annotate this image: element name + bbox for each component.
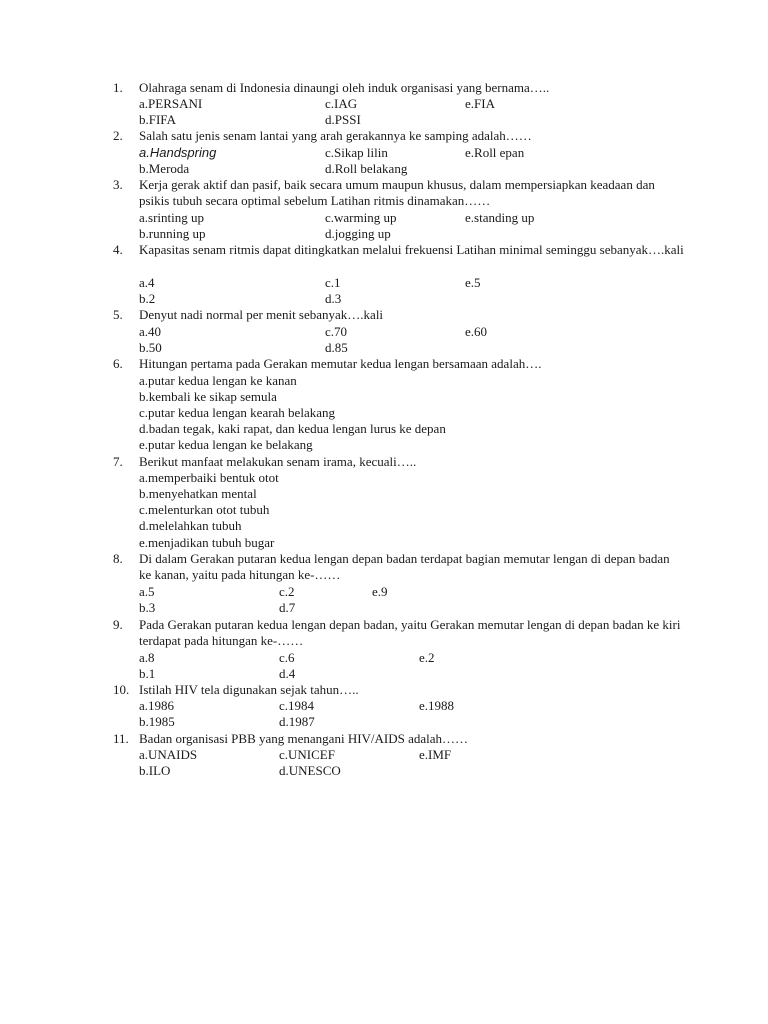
option-a: a.putar kedua lengan ke kanan: [139, 373, 297, 388]
option-a: a.5: [139, 584, 155, 599]
option-b: b.3: [139, 600, 156, 615]
question-number: 11.: [113, 731, 129, 746]
option-b: b.1: [139, 666, 156, 681]
question-number: 4.: [113, 242, 123, 257]
option-d: d.85: [325, 340, 348, 355]
question-number: 3.: [113, 177, 123, 192]
question-text: Badan organisasi PBB yang menangani HIV/AIDS adalah……: [139, 731, 469, 746]
option-a: a.memperbaiki bentuk otot: [139, 470, 279, 485]
question-number: 10.: [113, 682, 130, 697]
question-number: 2.: [113, 128, 123, 143]
option-a: a.Handspring: [139, 145, 217, 160]
question-text: Olahraga senam di Indonesia dinaungi oleh induk organisasi yang bernama…..: [139, 80, 550, 95]
question-text: Berikut manfaat melakukan senam irama, kecuali…..: [139, 454, 417, 469]
option-b: b.2: [139, 291, 156, 306]
option-e: e.1988: [419, 698, 455, 713]
option-d: d.jogging up: [325, 226, 391, 241]
option-c: c.IAG: [325, 96, 358, 111]
question-text: Di dalam Gerakan putaran kedua lengan depan badan terdapat bagian memutar lengan di depan badan ke kanan, yaitu pada hitungan ke-……: [139, 551, 670, 583]
option-e: e.standing up: [465, 210, 535, 225]
option-e: e.putar kedua lengan ke belakang: [139, 437, 313, 452]
option-a: a.1986: [139, 698, 175, 713]
question-text: Salah satu jenis senam lantai yang arah gerakannya ke samping adalah……: [139, 128, 532, 143]
option-c: c.1: [325, 275, 341, 290]
question-number: 6.: [113, 356, 123, 371]
option-c: c.Sikap lilin: [325, 145, 388, 160]
option-d: d.3: [325, 291, 342, 306]
option-d: d.7: [279, 600, 296, 615]
question-text: Pada Gerakan putaran kedua lengan depan badan, yaitu Gerakan memutar lengan di depan badan ke kiri terdapat pada hitungan ke-……: [139, 617, 681, 649]
option-d: d.Roll belakang: [325, 161, 408, 176]
option-e: e.2: [419, 650, 435, 665]
question-number: 9.: [113, 617, 123, 632]
option-a: a.8: [139, 650, 155, 665]
option-e: e.9: [372, 584, 388, 599]
option-b: b.FIFA: [139, 112, 176, 127]
option-b: b.running up: [139, 226, 206, 241]
option-e: e.FIA: [465, 96, 495, 111]
option-a: a.srinting up: [139, 210, 204, 225]
question-number: 1.: [113, 80, 123, 95]
option-d: d.UNESCO: [279, 763, 341, 778]
option-c: c.1984: [279, 698, 315, 713]
question-text: Hitungan pertama pada Gerakan memutar kedua lengan bersamaan adalah….: [139, 356, 542, 371]
option-b: b.Meroda: [139, 161, 190, 176]
option-c: c.putar kedua lengan kearah belakang: [139, 405, 335, 420]
question-text: Kapasitas senam ritmis dapat ditingkatkan melalui frekuensi Latihan minimal seminggu sebanyak….kali: [139, 242, 684, 257]
option-b: b.50: [139, 340, 162, 355]
option-b: b.1985: [139, 714, 175, 729]
option-c: c.6: [279, 650, 295, 665]
question-text: Istilah HIV tela digunakan sejak tahun…..: [139, 682, 359, 697]
option-e: e.5: [465, 275, 481, 290]
option-a: a.UNAIDS: [139, 747, 198, 762]
option-c: c.70: [325, 324, 348, 339]
question-text: Kerja gerak aktif dan pasif, baik secara umum maupun khusus, dalam mempersiapkan keadaan dan psikis tubuh secara optimal sebelum Latihan ritmis dinamakan……: [139, 177, 655, 209]
option-b: b.ILO: [139, 763, 171, 778]
option-b: b.kembali ke sikap semula: [139, 389, 277, 404]
option-a: a.40: [139, 324, 162, 339]
option-d: d.1987: [279, 714, 315, 729]
question-text: Denyut nadi normal per menit sebanyak….kali: [139, 307, 384, 322]
option-a: a.PERSANI: [139, 96, 203, 111]
option-c: c.melenturkan otot tubuh: [139, 502, 270, 517]
option-d: d.4: [279, 666, 296, 681]
question-number: 8.: [113, 551, 123, 566]
option-e: e.IMF: [419, 747, 452, 762]
option-e: e.Roll epan: [465, 145, 525, 160]
option-c: c.warming up: [325, 210, 397, 225]
option-d: d.PSSI: [325, 112, 361, 127]
question-number: 7.: [113, 454, 123, 469]
question-number: 5.: [113, 307, 123, 322]
option-e: e.menjadikan tubuh bugar: [139, 535, 275, 550]
option-c: c.2: [279, 584, 295, 599]
option-a: a.4: [139, 275, 155, 290]
option-d: d.melelahkan tubuh: [139, 518, 242, 533]
option-d: d.badan tegak, kaki rapat, dan kedua lengan lurus ke depan: [139, 421, 446, 436]
option-b: b.menyehatkan mental: [139, 486, 257, 501]
option-c: c.UNICEF: [279, 747, 335, 762]
option-e: e.60: [465, 324, 488, 339]
